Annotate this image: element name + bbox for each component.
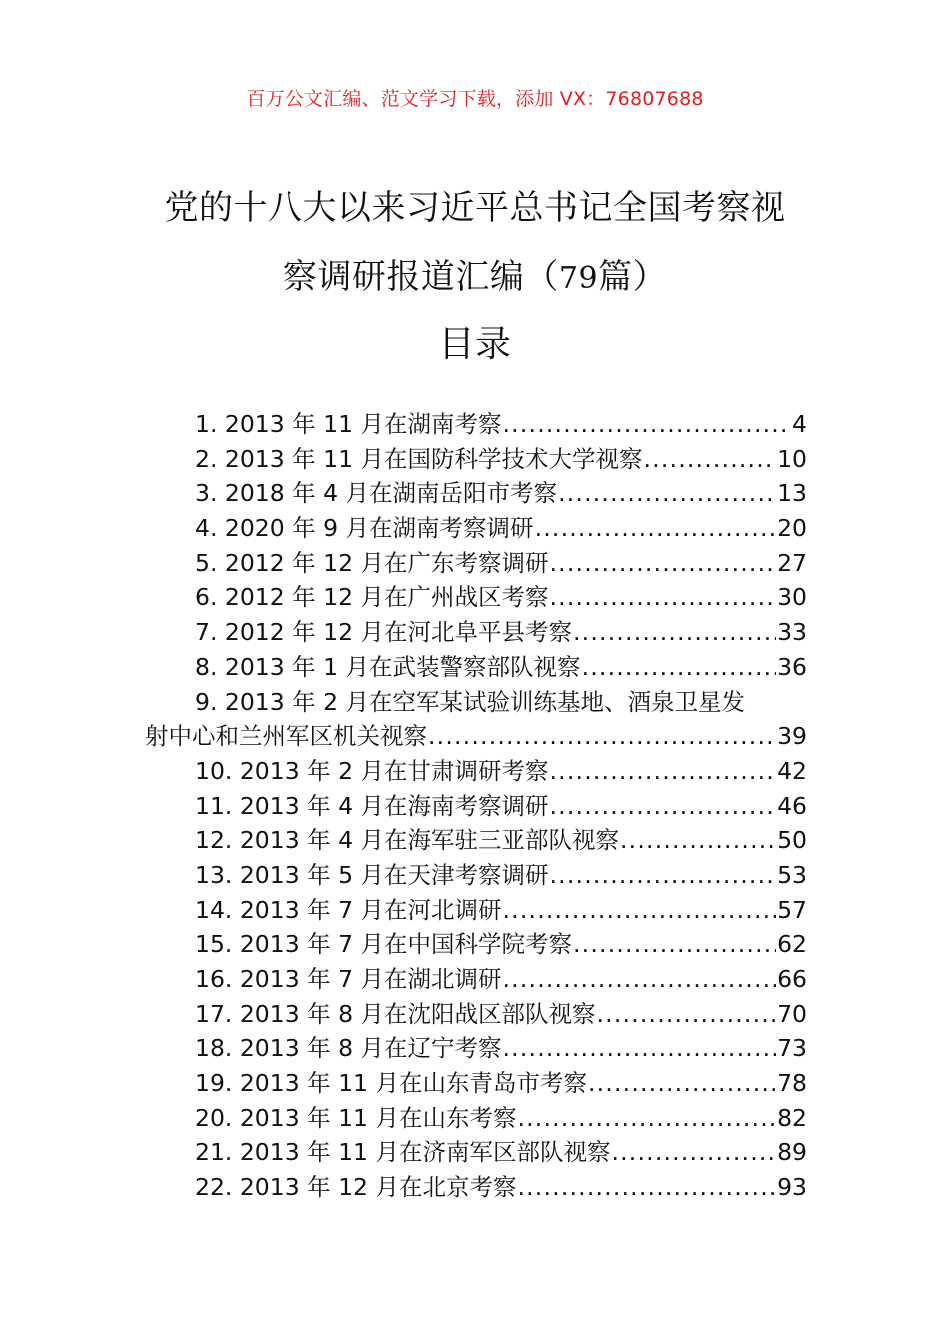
dot-leader	[597, 997, 777, 1032]
dot-leader	[573, 615, 776, 650]
toc-page-number: 57	[777, 895, 807, 924]
toc-entry-label: 8. 2013 年 1 月在武装警察部队视察	[195, 652, 581, 681]
toc-page-number: 10	[777, 444, 807, 473]
toc-entry-label: 5. 2012 年 12 月在广东考察调研	[195, 548, 549, 577]
toc-heading: 目录	[438, 324, 512, 365]
toc-page-number: 33	[777, 618, 807, 647]
toc-entry-label: 22. 2013 年 12 月在北京考察	[195, 1173, 517, 1202]
toc-entry-label: 4. 2020 年 9 月在湖南考察调研	[195, 514, 534, 543]
toc-page-number: 78	[777, 1069, 807, 1098]
toc-entry-label: 7. 2012 年 12 月在河北阜平县考察	[195, 618, 573, 647]
toc-page-number: 53	[777, 860, 807, 889]
dot-leader	[550, 789, 777, 824]
toc-entry-label-continued: 射中心和兰州军区机关视察	[145, 722, 427, 751]
dot-leader	[558, 476, 776, 511]
toc-page-number: 42	[777, 756, 807, 785]
toc-entry-label: 14. 2013 年 7 月在河北调研	[195, 895, 502, 924]
dot-leader	[503, 1031, 777, 1066]
toc-entry[interactable]	[145, 1170, 807, 1205]
toc-entry[interactable]	[145, 442, 807, 477]
toc-entry-label: 21. 2013 年 11 月在济南军区部队视察	[195, 1138, 611, 1167]
document-title-line-2	[0, 249, 950, 298]
toc-entry-label: 19. 2013 年 11 月在山东青岛市考察	[195, 1069, 587, 1098]
dot-leader	[550, 858, 777, 893]
toc-page-number: 66	[777, 965, 807, 993]
toc-entry[interactable]	[145, 789, 807, 824]
toc-page-number: 73	[777, 1034, 807, 1063]
toc-entry-label: 9. 2013 年 2 月在空军某试验训练基地、酒泉卫星发	[195, 687, 746, 716]
toc-entry-label: 3. 2018 年 4 月在湖南岳阳市考察	[195, 479, 558, 508]
title-prefix: 察调研报道汇编（	[282, 257, 559, 297]
toc-entry-label: 1. 2013 年 11 月在湖南考察	[195, 410, 502, 438]
toc-entry[interactable]	[145, 962, 807, 997]
dot-leader	[503, 407, 792, 442]
toc-entry[interactable]	[145, 476, 807, 511]
toc-entry[interactable]	[145, 1135, 807, 1170]
dot-leader	[503, 962, 777, 997]
toc-entry-label: 18. 2013 年 8 月在辽宁考察	[195, 1034, 502, 1063]
dot-leader	[428, 719, 776, 754]
toc-entry-label: 12. 2013 年 4 月在海军驻三亚部队视察	[195, 826, 620, 855]
toc-entry[interactable]	[145, 823, 807, 858]
toc-entry[interactable]	[145, 511, 807, 546]
toc-page-number: 62	[777, 930, 807, 959]
dot-leader	[535, 511, 777, 546]
toc-page-number: 89	[777, 1138, 807, 1167]
toc-page-number: 36	[777, 652, 807, 681]
toc-page-number: 46	[777, 791, 807, 820]
dot-leader	[582, 650, 777, 685]
toc-entry-continuation[interactable]	[145, 719, 807, 754]
article-count: 79	[558, 261, 599, 296]
toc-entry[interactable]	[145, 546, 807, 581]
dot-leader	[550, 546, 777, 581]
dot-leader	[517, 1101, 776, 1136]
toc-entry-label: 2. 2013 年 11 月在国防科学技术大学视察	[195, 444, 643, 473]
toc-entry[interactable]	[145, 1031, 807, 1066]
toc-page-number: 30	[777, 583, 807, 612]
toc-entry-label: 6. 2012 年 12 月在广州战区考察	[195, 583, 549, 612]
dot-leader	[644, 442, 777, 477]
toc-page-number: 4	[792, 410, 807, 438]
dot-leader	[611, 1135, 776, 1170]
toc-entry[interactable]	[145, 615, 807, 650]
toc-entry[interactable]	[145, 754, 807, 789]
toc-entry-label: 15. 2013 年 7 月在中国科学院考察	[195, 930, 573, 959]
toc-entry[interactable]	[145, 650, 807, 685]
toc-page-number: 82	[777, 1103, 807, 1132]
toc-page-number: 27	[777, 548, 807, 577]
toc-entry[interactable]	[145, 997, 807, 1032]
dot-leader	[503, 893, 777, 928]
title-suffix: 篇）	[598, 257, 668, 297]
dot-leader	[550, 580, 777, 615]
toc-page-number: 39	[777, 722, 807, 751]
toc-entry[interactable]	[145, 893, 807, 928]
toc-entry-label: 17. 2013 年 8 月在沈阳战区部队视察	[195, 999, 596, 1028]
toc-page-number: 50	[777, 826, 807, 855]
dot-leader	[573, 927, 776, 962]
toc-page-number: 13	[777, 479, 807, 508]
toc-entry-label: 11. 2013 年 4 月在海南考察调研	[195, 791, 549, 820]
document-title-line-1: 党的十八大以来习近平总书记全国考察视	[164, 188, 786, 228]
toc-entry[interactable]	[145, 927, 807, 962]
toc-entry[interactable]	[145, 1066, 807, 1101]
dot-leader	[620, 823, 776, 858]
toc-entry[interactable]	[145, 407, 807, 442]
dot-leader	[517, 1170, 776, 1205]
toc-entry[interactable]	[145, 1101, 807, 1136]
toc-page-number: 93	[777, 1173, 807, 1202]
watermark-banner: 百万公文汇编、范文学习下载，添加 VX：76807688	[246, 88, 704, 110]
table-of-contents	[145, 407, 807, 1205]
dot-leader	[588, 1066, 776, 1101]
toc-entry-label: 20. 2013 年 11 月在山东考察	[195, 1103, 517, 1132]
toc-page-number: 20	[777, 514, 807, 543]
toc-entry[interactable]	[145, 685, 807, 720]
toc-entry[interactable]	[145, 858, 807, 893]
toc-page-number: 70	[777, 999, 807, 1028]
toc-entry-label: 16. 2013 年 7 月在湖北调研	[195, 965, 502, 993]
toc-entry-label: 10. 2013 年 2 月在甘肃调研考察	[195, 756, 549, 785]
toc-entry[interactable]	[145, 580, 807, 615]
dot-leader	[550, 754, 777, 789]
toc-entry-label: 13. 2013 年 5 月在天津考察调研	[195, 860, 549, 889]
